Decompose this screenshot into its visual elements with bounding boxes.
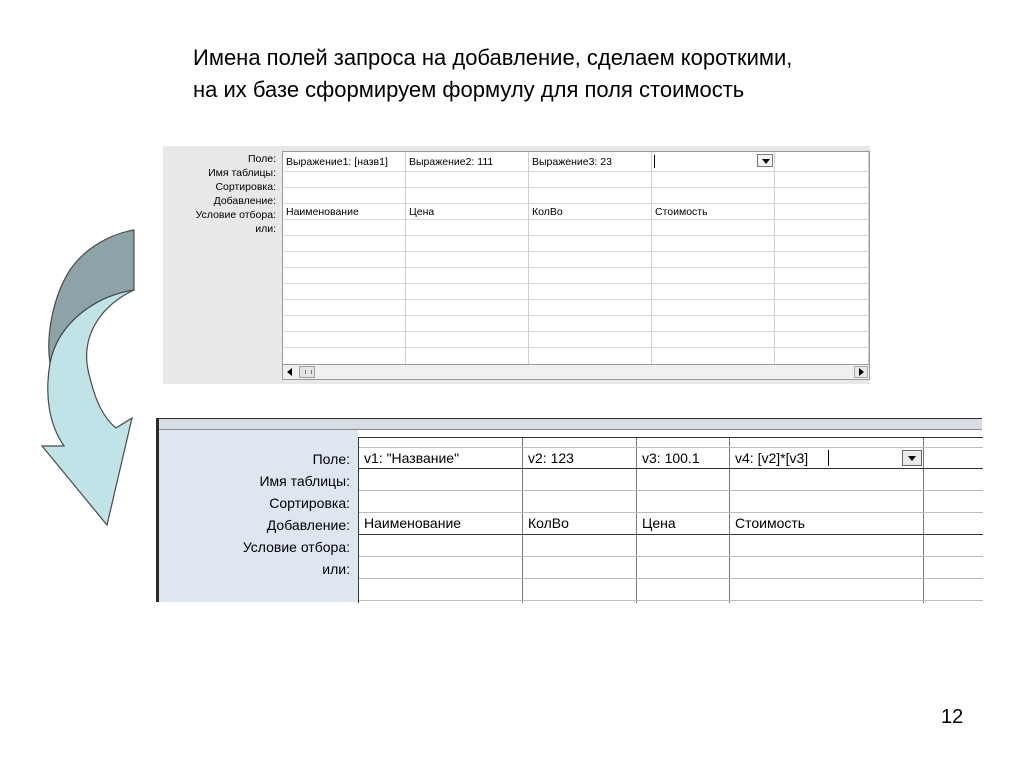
row-divider [283, 315, 869, 316]
slide-title-line-1: Имена полей запроса на добавление, сделаем короткими, [193, 45, 793, 70]
row-labels [159, 430, 358, 602]
slide-title [193, 42, 953, 106]
row-label-or: или: [255, 223, 276, 235]
append-cell[interactable]: Наименование [286, 206, 359, 218]
row-divider [283, 235, 869, 236]
row-divider [283, 283, 869, 284]
row-divider [283, 331, 869, 332]
curved-arrow-icon [40, 228, 140, 528]
chevron-down-icon[interactable] [757, 154, 773, 167]
row-divider [359, 490, 983, 491]
field-cell[interactable]: Выражение1: [назв1] [286, 156, 388, 168]
scroll-thumb[interactable] [299, 366, 315, 378]
page-number: 12 [941, 706, 964, 728]
row-divider [283, 347, 869, 348]
grid-column[interactable] [529, 152, 652, 364]
row-label-criteria: Условие отбора: [195, 209, 276, 221]
row-label-criteria: Условие отбора: [242, 539, 350, 555]
row-divider [359, 512, 983, 513]
row-labels [163, 152, 276, 236]
grid-column[interactable] [406, 152, 529, 364]
field-cell[interactable]: v1: "Название" [364, 450, 460, 466]
text-caret [828, 450, 829, 466]
grid-column[interactable] [283, 152, 406, 364]
row-divider [283, 267, 869, 268]
row-label-table: Имя таблицы: [208, 167, 276, 179]
row-divider [283, 171, 869, 172]
grid-cells[interactable] [358, 437, 983, 603]
row-divider [359, 534, 983, 535]
row-divider [359, 447, 983, 448]
append-cell[interactable]: Цена [409, 206, 435, 218]
row-label-field: Поле: [247, 153, 276, 165]
row-divider [283, 251, 869, 252]
append-cell[interactable]: КолВо [528, 515, 569, 531]
field-cell[interactable]: Выражение3: 23 [532, 156, 612, 168]
append-cell[interactable]: Цена [642, 515, 676, 531]
row-label-table: Имя таблицы: [259, 473, 350, 489]
grid-cells[interactable] [282, 151, 870, 365]
row-divider [359, 556, 983, 557]
append-cell[interactable]: КолВо [532, 206, 563, 218]
horizontal-scrollbar[interactable] [282, 364, 870, 380]
scroll-right-icon[interactable] [854, 366, 868, 378]
field-cell[interactable]: v2: 123 [528, 450, 574, 466]
field-cell[interactable]: Выражение2: 111 [409, 156, 494, 168]
row-divider [283, 219, 869, 220]
row-divider [359, 468, 983, 469]
row-label-sort: Сортировка: [215, 181, 276, 193]
query-grid-after [156, 418, 982, 602]
slide-title-line-2: на их базе сформируем формулу для поля стоимость [193, 77, 745, 102]
row-label-append: Добавление: [213, 195, 276, 207]
row-label-append: Добавление: [266, 517, 350, 533]
append-cell[interactable]: Наименование [364, 515, 462, 531]
row-divider [359, 578, 983, 579]
row-label-sort: Сортировка: [269, 495, 350, 511]
splitter-bar[interactable] [159, 418, 982, 430]
query-grid-before [163, 146, 870, 384]
row-label-or: или: [322, 561, 350, 577]
row-divider [283, 203, 869, 204]
append-cell[interactable]: Стоимость [655, 206, 708, 218]
row-divider [283, 187, 869, 188]
text-caret [654, 155, 655, 168]
field-cell[interactable]: v3: 100.1 [642, 450, 700, 466]
row-label-field: Поле: [312, 451, 350, 467]
chevron-down-icon[interactable] [902, 450, 922, 466]
grid-column[interactable] [652, 152, 775, 364]
row-divider [283, 299, 869, 300]
scroll-left-icon[interactable] [284, 366, 297, 378]
append-cell[interactable]: Стоимость [735, 515, 806, 531]
field-cell-active[interactable]: v4: [v2]*[v3] [735, 450, 809, 466]
row-divider [359, 600, 983, 601]
grid-column[interactable] [775, 152, 869, 364]
